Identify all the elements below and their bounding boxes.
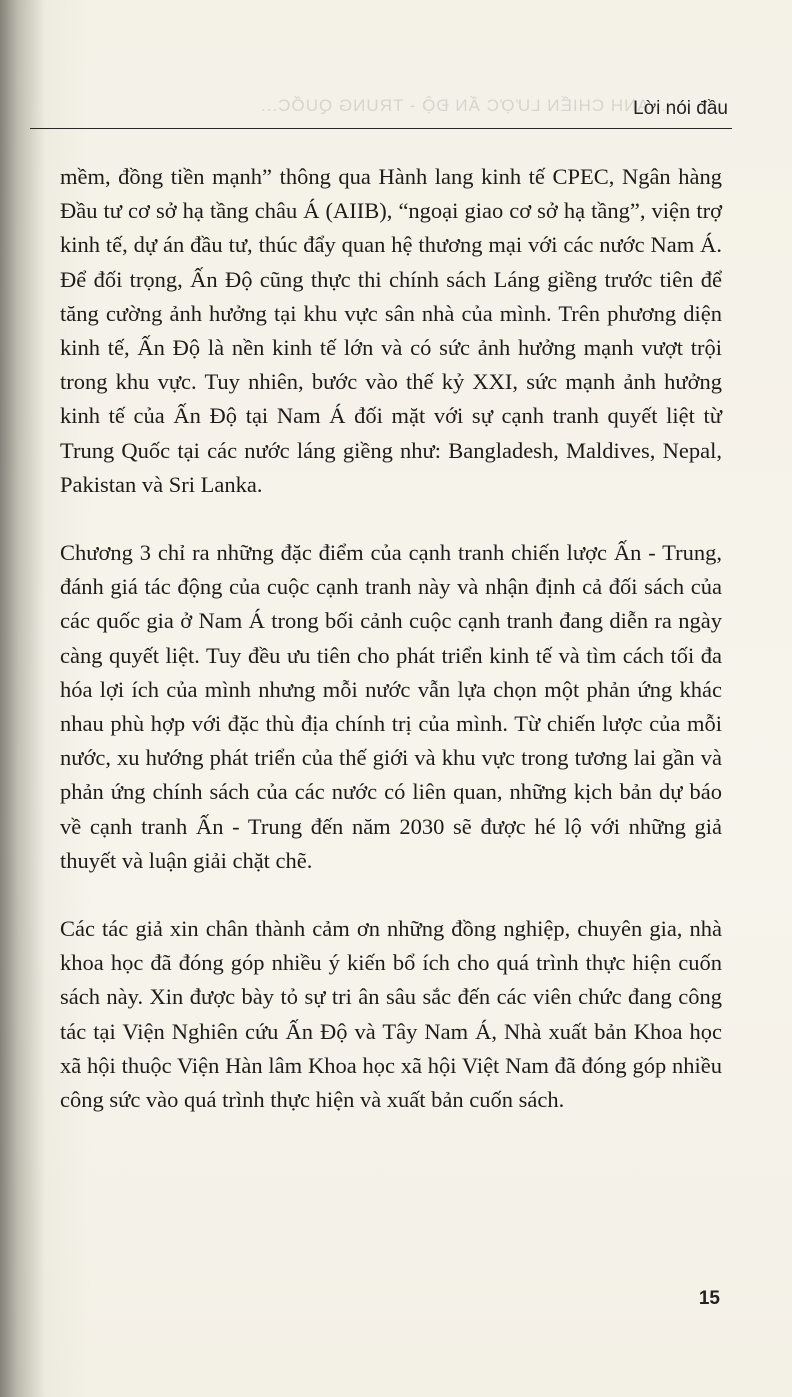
page-number: 15 [698, 1288, 720, 1309]
paragraph-1: mềm, đồng tiền mạnh” thông qua Hành lang kinh tế CPEC, Ngân hàng Đầu tư cơ sở hạ tầng châu Á (AIIB), “ngoại giao cơ sở hạ tầng”, viện trợ kinh tế, dự án đầu tư, thúc đẩy quan hệ thương mại với các nước Nam Á. Để đối trọng, Ấn Độ cũng thực thi chính sách Láng giềng trước tiên để tăng cường ảnh hưởng tại khu vực sân nhà của mình. Trên phương diện kinh tế, Ấn Độ là nền kinh tế lớn và có sức ảnh hưởng mạnh vượt trội trong khu vực. Tuy nhiên, bước vào thế kỷ XXI, sức mạnh ảnh hưởng kinh tế của Ấn Độ tại Nam Á đối mặt với sự cạnh tranh quyết liệt từ Trung Quốc tại các nước láng giềng như: Bangladesh, Maldives, Nepal, Pakistan và Sri Lanka. [60, 164, 722, 497]
body-text [60, 160, 722, 1117]
paragraph-3: Các tác giả xin chân thành cảm ơn những đồng nghiệp, chuyên gia, nhà khoa học đã đóng góp nhiều ý kiến bổ ích cho quá trình thực hiện cuốn sách này. Xin được bày tỏ sự tri ân sâu sắc đến các viên chức đang công tác tại Viện Nghiên cứu Ấn Độ và Tây Nam Á, Nhà xuất bản Khoa học xã hội thuộc Viện Hàn lâm Khoa học xã hội Việt Nam đã đóng góp nhiều công sức vào quá trình thực hiện và xuất bản cuốn sách. [60, 916, 722, 1113]
chapter-title: Lời nói đầu [633, 98, 728, 119]
running-header [30, 96, 732, 129]
bleed-through-text: ...ANH CHIẾN LƯỢC ẤN ĐỘ - TRUNG QUỐC... [260, 96, 666, 115]
paragraph-2: Chương 3 chỉ ra những đặc điểm của cạnh tranh chiến lược Ấn - Trung, đánh giá tác động của cuộc cạnh tranh này và nhận định cả đối sách của các quốc gia ở Nam Á trong bối cảnh cuộc cạnh tranh đang diễn ra ngày càng quyết liệt. Tuy đều ưu tiên cho phát triển kinh tế và tìm cách tối đa hóa lợi ích của mình nhưng mỗi nước vẫn lựa chọn một phản ứng khác nhau phù hợp với đặc thù địa chính trị của mình. Từ chiến lược của mỗi nước, xu hướng phát triển của thế giới và khu vực trong tương lai gần và phản ứng chính sách của các nước có liên quan, những kịch bản dự báo về cạnh tranh Ấn - Trung đến năm 2030 sẽ được hé lộ với những giả thuyết và luận giải chặt chẽ. [60, 540, 722, 873]
